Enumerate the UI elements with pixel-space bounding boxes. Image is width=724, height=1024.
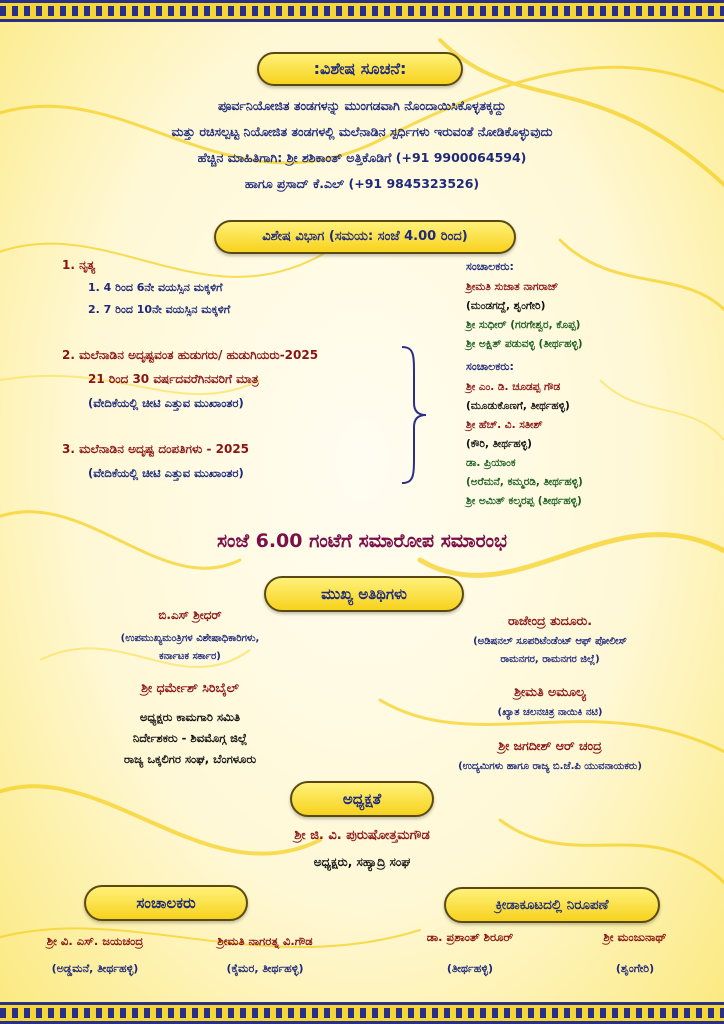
- coordinator-line: ಶ್ರೀ ಸುಧೀರ್ (ಗರಗೇಶ್ವರ, ಕೊಪ್ಪ): [466, 319, 581, 331]
- sports-person-place: (ಶೃಂಗೇರಿ): [615, 962, 655, 975]
- notice-line: ಮತ್ತು ರಚಿಸಲ್ಪಟ್ಟ ನಿಯೋಜಿತ ತಂಡಗಳಲ್ಲಿ ಮಲೆನಾಡಿನ ಸ್ಪರ್ಧಿಗಳು ಇರುವಂತೆ ನೋಡಿಕೊಳ್ಳುವುದು: [171, 124, 553, 139]
- sports-person-name: ಡಾ. ಪ್ರಶಾಂತ್ ಶಿರೂರ್: [426, 930, 514, 944]
- organiser-place: (ಕೈಮರ, ತೀರ್ಥಹಳ್ಳಿ): [226, 962, 304, 975]
- guest-name: ಶ್ರೀಮತಿ ಅಮೂಲ್ಯ: [514, 684, 586, 699]
- sports-person-place: (ತೀರ್ಥಹಳ್ಳಿ): [446, 962, 494, 975]
- coordinator-line: (ಮೂಡುಕೊಣಗೆ, ತೀರ್ಥಹಳ್ಳಿ): [466, 400, 570, 412]
- coord-label: ಸಂಚಾಲಕರು:: [466, 360, 514, 373]
- guest-name: ಶ್ರೀ ಧರ್ಮೇಶ್ ಸಿರಿಬೈಲ್: [141, 680, 239, 695]
- organisers-heading: ಸಂಚಾಲಕರು: [84, 885, 248, 921]
- notice-line: ಹಾಗೂ ಪ್ರಸಾದ್ ಕೆ.ಎಲ್ (+91 9845323526): [244, 176, 480, 191]
- item-lucky-youth-age: 21 ರಿಂದ 30 ವರ್ಷದವರೆಗಿನವರಿಗೆ ಮಾತ್ರ: [88, 372, 259, 386]
- sports-heading: ಕ್ರೀಡಾಕೂಟದಲ್ಲಿ ನಿರೂಪಣೆ: [444, 887, 660, 923]
- guest-desc: ರಾಮನಗರ, ರಾಮನಗರ ಜಿಲ್ಲೆ): [500, 654, 600, 665]
- guest-name: ರಾಜೇಂದ್ರ ತುದೂರು.: [507, 613, 593, 628]
- notice-line: ಪೂರ್ವನಿಯೋಜಿತ ತಂಡಗಳನ್ನು ಮುಂಗಡವಾಗಿ ನೊಂದಾಯಿಸಿಕೊಳ್ಳತಕ್ಕದ್ದು: [217, 98, 507, 113]
- coord-list-1: [466, 278, 583, 354]
- organiser-name: ಶ್ರೀ ವಿ. ಎಸ್. ಜಯಚಂದ್ರ: [46, 934, 144, 948]
- item-lucky-couple-note: (ವೇದಿಕೆಯಲ್ಲಿ ಚೀಟಿ ಎತ್ತುವ ಮುಖಾಂತರ): [88, 466, 244, 480]
- president-heading: ಅಧ್ಯಕ್ಷತೆ: [290, 781, 434, 817]
- guest-desc: ನಿರ್ದೇಶಕರು - ಶಿವಮೊಗ್ಗ ಜಿಲ್ಲೆ: [132, 731, 248, 745]
- guest-desc: ಕರ್ನಾಟಕ ಸರ್ಕಾರ): [159, 651, 221, 662]
- item-dance: 1. ನೃತ್ಯ: [62, 258, 96, 272]
- coordinator-line: (ಕೌರಿ, ತೀರ್ಥಹಳ್ಳಿ): [466, 438, 532, 450]
- guest-desc: ರಾಜ್ಯ ಒಕ್ಕಲಿಗರ ಸಂಘ, ಬೆಂಗಳೂರು: [123, 752, 257, 766]
- coord-list-2: [466, 378, 583, 511]
- notice-line: ಹೆಚ್ಚಿನ ಮಾಹಿತಿಗಾಗಿ: ಶ್ರೀ ಶಶಿಕಾಂತ್ ಅತ್ತಿಕೊಡಿಗೆ (+91 9900064594): [197, 150, 527, 165]
- coordinator-line: ಶ್ರೀ ಎಂ. ಡಿ. ಚೂಡಪ್ಪ ಗೌಡ: [466, 381, 561, 393]
- coordinator-line: (ಮಂಡಗದ್ದೆ, ಶೃಂಗೇರಿ): [466, 300, 546, 312]
- item-lucky-couple: 3. ಮಲೆನಾಡಿನ ಅದೃಷ್ಟ ದಂಪತಿಗಳು - 2025: [62, 442, 250, 456]
- dance-sub-item: 2. 7 ರಿಂದ 10ನೇ ವಯಸ್ಸಿನ ಮಕ್ಕಳಿಗೆ: [88, 303, 231, 316]
- item-lucky-youth: 2. ಮಲೆನಾಡಿನ ಅದೃಷ್ಟವಂತ ಹುಡುಗರು/ ಹುಡುಗಿಯರು-2025: [62, 348, 319, 362]
- coordinator-line: ಶ್ರೀ ಅಮಿತ್ ಕಲ್ಕರಪ್ಪ (ತೀರ್ಥಹಳ್ಳಿ): [466, 495, 582, 507]
- sports-person-name: ಶ್ರೀ ಮಂಜುನಾಥ್: [603, 930, 667, 944]
- guests-heading: ಮುಖ್ಯ ಅತಿಥಿಗಳು: [264, 576, 464, 612]
- brace-shape: [400, 345, 430, 485]
- guest-desc: (ಉಪಮುಖ್ಯಮಂತ್ರಿಗಳ ವಿಶೇಷಾಧಿಕಾರಿಗಳು,: [120, 633, 260, 644]
- guest-desc: (ಉದ್ಯಮಿಗಳು ಹಾಗೂ ರಾಜ್ಯ ಬಿ.ಜೆ.ಪಿ ಯುವನಾಯಕರು): [458, 761, 642, 772]
- coord-label: ಸಂಚಾಲಕರು:: [466, 260, 514, 273]
- coordinator-line: ಡಾ. ಪ್ರಿಯಾಂಕ: [466, 457, 516, 469]
- guest-name: ಬಿ.ಎಸ್ ಶ್ರೀಧರ್: [158, 608, 222, 622]
- coordinator-line: ಶ್ರೀ ಅಕ್ಷಿತ್ ಪಡುವಳ್ಳಿ (ತೀರ್ಥಹಳ್ಳಿ): [466, 338, 583, 350]
- coordinator-line: ಶ್ರೀ ಹೆಚ್. ವಿ. ಸತೀಶ್: [466, 419, 543, 431]
- closing-ceremony-title: ಸಂಜೆ 6.00 ಗಂಟೆಗೆ ಸಮಾರೋಪ ಸಮಾರಂಭ: [216, 530, 508, 552]
- guest-desc: (ಖ್ಯಾತ ಚಲನಚಿತ್ರ ನಾಯಿಕಿ ನಟಿ): [497, 707, 603, 718]
- guest-name: ಶ್ರೀ ಜಗದೀಶ್ ಆರ್ ಚಂದ್ರ: [498, 738, 602, 753]
- president-name: ಶ್ರೀ ಜಿ. ವಿ. ಪುರುಷೋತ್ತಮಗೌಡ: [294, 828, 430, 843]
- coordinator-line: (ಅರೆಮನೆ, ಕಮ್ಮರಡಿ, ತೀರ್ಥಹಳ್ಳಿ): [466, 476, 583, 488]
- special-heading: ವಿಶೇಷ ವಿಭಾಗ (ಸಮಯ: ಸಂಜೆ 4.00 ರಿಂದ): [214, 220, 516, 254]
- organiser-name: ಶ್ರೀಮತಿ ನಾಗರತ್ನ ವಿ.ಗೌಡ: [217, 934, 313, 948]
- notice-heading: :ವಿಶೇಷ ಸೂಚನೆ:: [257, 52, 463, 86]
- dance-sub-item: 1. 4 ರಿಂದ 6ನೇ ವಯಸ್ಸಿನ ಮಕ್ಕಳಿಗೆ: [88, 281, 223, 294]
- coordinator-line: ಶ್ರೀಮತಿ ಸುಜಾತ ನಾಗರಾಜ್: [466, 281, 559, 293]
- guest-desc: ಅಧ್ಯಕ್ಷರು ಕಾಮಗಾರಿ ಸಮಿತಿ: [139, 710, 241, 724]
- organiser-place: (ಅಡ್ಡಮನೆ, ತೀರ್ಥಹಳ್ಳಿ): [51, 962, 139, 975]
- president-desc: ಅಧ್ಯಕ್ಷರು, ಸಹ್ಯಾದ್ರಿ ಸಂಘ: [313, 855, 411, 869]
- guest-desc: (ಅಡಿಷನಲ್ ಸೂಪರಿಟೆಂಡೆಂಟ್ ಆಫ್ ಪೋಲೀಸ್: [473, 636, 627, 647]
- item-lucky-youth-note: (ವೇದಿಕೆಯಲ್ಲಿ ಚೀಟಿ ಎತ್ತುವ ಮುಖಾಂತರ): [88, 396, 244, 410]
